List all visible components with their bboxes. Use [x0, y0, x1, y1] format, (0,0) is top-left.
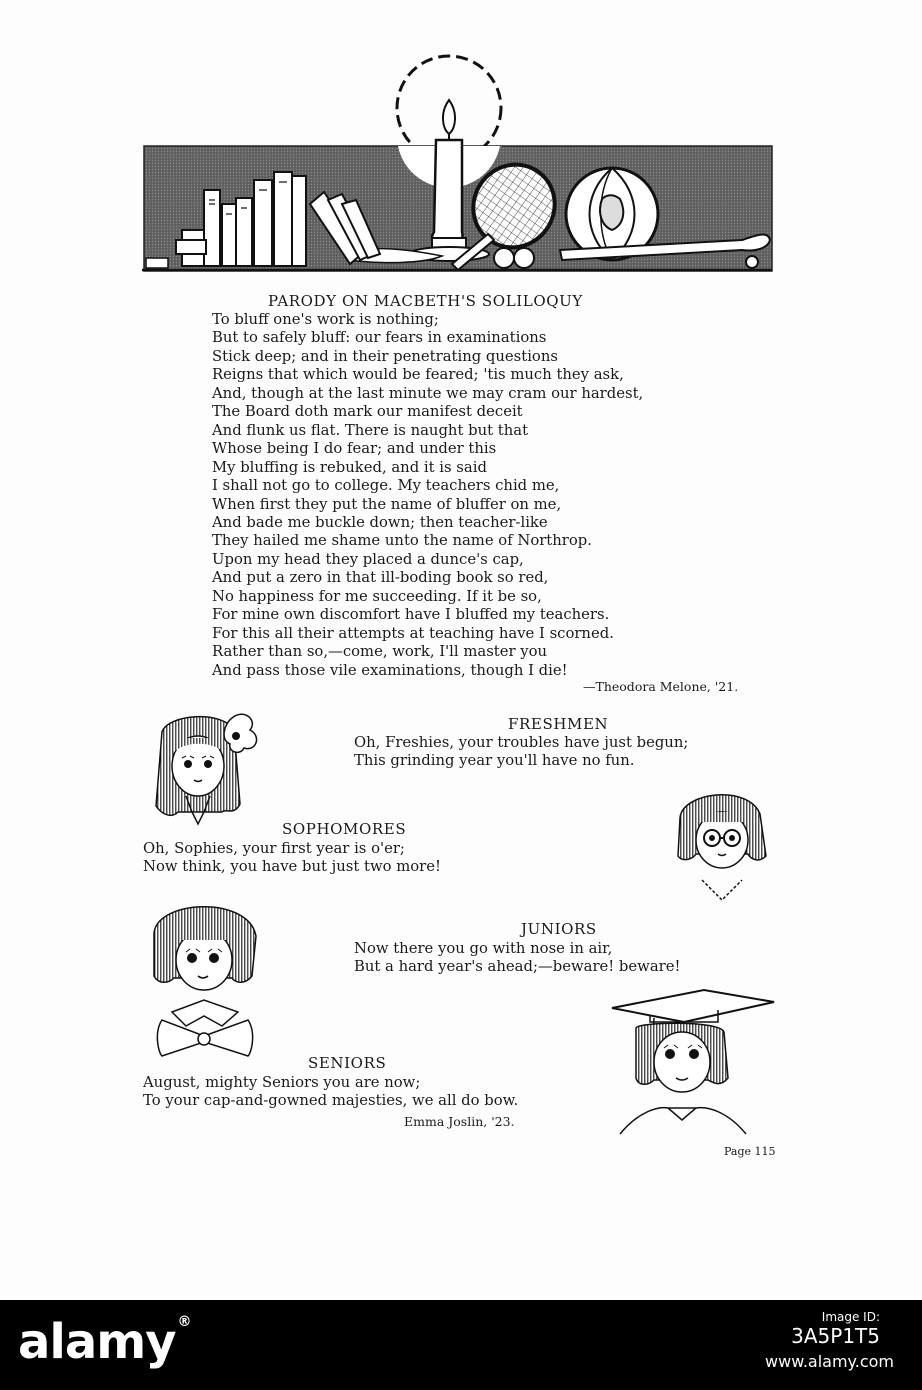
- poem-line: For this all their attempts at teaching have I scorned.: [212, 624, 614, 642]
- poem-attribution: —Theodora Melone, '21.: [583, 679, 739, 694]
- classes-attribution: Emma Joslin, '23.: [404, 1114, 515, 1129]
- poem-title: PARODY ON MACBETH'S SOLILOQUY: [268, 292, 583, 310]
- poem-line: They hailed me shame unto the name of Northrop.: [212, 532, 592, 550]
- seniors-line: August, mighty Seniors you are now;: [143, 1074, 421, 1091]
- sophomores-title: SOPHOMORES: [282, 820, 407, 838]
- seniors-title: SENIORS: [308, 1054, 387, 1072]
- junior-girl-illustration: [148, 896, 268, 1066]
- watermark-footer: [0, 1300, 922, 1390]
- page-number: Page 115: [724, 1145, 776, 1158]
- poem-line: Whose being I do fear; and under this: [212, 440, 497, 458]
- image-id-block: [791, 1310, 880, 1348]
- tennis-ball: [494, 248, 514, 268]
- poem-line: When first they put the name of bluffer on me,: [212, 495, 562, 513]
- poem-body: [212, 311, 643, 680]
- poem-line: The Board doth mark our manifest deceit: [212, 403, 523, 421]
- still-life-banner-illustration: [142, 54, 782, 276]
- juniors-line: But a hard year's ahead;—beware! beware!: [354, 958, 681, 975]
- brand-name: alamy: [18, 1314, 176, 1370]
- sophomore-girl-illustration: [668, 788, 778, 908]
- poem-line: Stick deep; and in their penetrating questions: [212, 347, 558, 365]
- poem-line: My bluffing is rebuked, and it is said: [212, 458, 487, 476]
- poem-line: I shall not go to college. My teachers chid me,: [212, 477, 560, 495]
- poem-line: And flunk us flat. There is naught but that: [212, 421, 529, 439]
- candle-flame: [443, 100, 455, 134]
- sophomores-line: Now think, you have but just two more!: [143, 858, 441, 875]
- poem-line: For mine own discomfort have I bluffed my teachers.: [212, 606, 610, 624]
- poem-line: Rather than so,—come, work, I'll master you: [212, 643, 548, 661]
- juniors-title: JUNIORS: [521, 920, 597, 938]
- poem-line: And pass those vile examinations, though I die!: [212, 661, 568, 679]
- tennis-ball: [514, 248, 534, 268]
- image-id-label: Image ID:: [821, 1310, 880, 1324]
- freshman-girl-illustration: [148, 712, 268, 836]
- poem-line: And bade me buckle down; then teacher-like: [212, 513, 548, 531]
- poem-line: No happiness for me succeeding. If it be so,: [212, 587, 542, 605]
- juniors-line: Now there you go with nose in air,: [354, 940, 613, 957]
- senior-girl-illustration: [608, 988, 778, 1143]
- image-id: 3A5P1T5: [791, 1324, 880, 1348]
- poem-line: To bluff one's work is nothing;: [212, 311, 439, 328]
- sophomores-line: Oh, Sophies, your first year is o'er;: [143, 840, 405, 857]
- freshmen-line: Oh, Freshies, your troubles have just begun;: [354, 734, 689, 751]
- freshmen-line: This grinding year you'll have no fun.: [354, 752, 635, 769]
- brand-logo: alamy ®: [18, 1314, 191, 1370]
- poem-line: Reigns that which would be feared; 'tis much they ask,: [212, 366, 624, 384]
- poem-line: But to safely bluff: our fears in examinations: [212, 329, 547, 347]
- seniors-line: To your cap-and-gowned majesties, we all do bow.: [143, 1092, 519, 1109]
- poem-line: And put a zero in that ill-boding book so red,: [212, 569, 549, 587]
- site-url: www.alamy.com: [765, 1352, 894, 1371]
- freshmen-title: FRESHMEN: [508, 715, 609, 733]
- poem-line: And, though at the last minute we may cram our hardest,: [212, 384, 644, 402]
- poem-line: Upon my head they placed a dunce's cap,: [212, 550, 524, 568]
- candle: [432, 140, 463, 246]
